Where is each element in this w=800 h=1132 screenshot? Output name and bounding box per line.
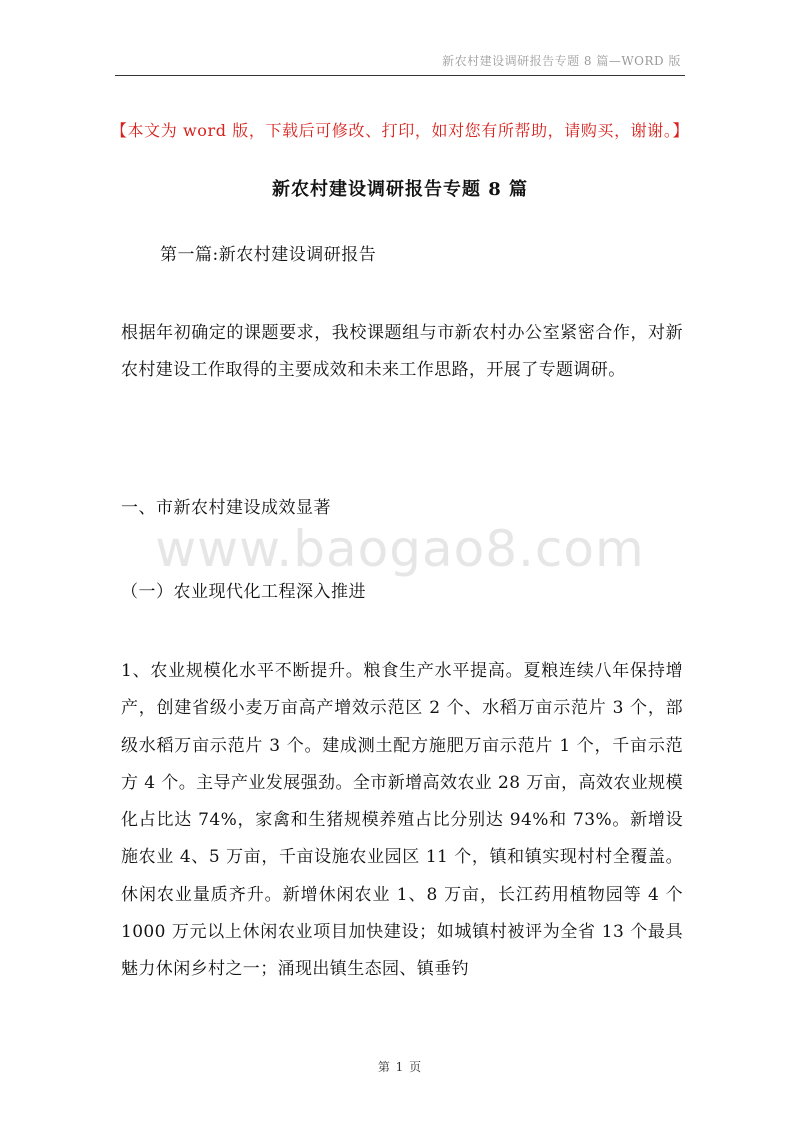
intro-paragraph: 根据年初确定的课题要求，我校课题组与市新农村办公室紧密合作，对新农村建设工作取得的主要成效和未来工作思路，开展了专题调研。 bbox=[121, 323, 683, 381]
running-header: 新农村建设调研报告专题 8 篇—WORD 版 bbox=[442, 54, 681, 68]
chapter-heading: 第一篇:新农村建设调研报告 bbox=[160, 245, 377, 265]
header-divider bbox=[115, 75, 685, 76]
watermark-text: www.baogao8.com bbox=[155, 520, 645, 578]
page-number: 第 1 页 bbox=[377, 1060, 423, 1074]
section-heading: 一、市新农村建设成效显著 bbox=[121, 498, 331, 518]
document-title: 新农村建设调研报告专题 8 篇 bbox=[271, 179, 529, 200]
body-paragraph: 1、农业规模化水平不断提升。粮食生产水平提高。夏粮连续八年保持增产，创建省级小麦万亩高产增效示范区 2 个、水稻万亩示范片 3 个，部级水稻万亩示范片 3 个。建成测土配方施肥万亩示范片 1 个，千亩示范方 4 个。主导产业发展强劲。全市新增高效农业 28 万亩，高效农业规模化占比达 74%，家禽和生猪规模养殖占比分别达 94%和 73%。新增设施农业 4、5 万亩，千亩设施农业园区 11 个，镇和镇实现村村全覆盖。休闲农业量质齐升。新增休闲农业 1、8 万亩，长江药用植物园等 4 个 1000 万元以上休闲农业项目加快建设；如城镇村被评为全省 13 个最具魅力休闲乡村之一；涌现出镇生态园、镇垂钓 bbox=[121, 661, 683, 980]
subsection-heading: （一）农业现代化工程深入推进 bbox=[121, 582, 366, 602]
purchase-notice: 【本文为 word 版，下载后可修改、打印，如对您有所帮助，请购买，谢谢。】 bbox=[110, 121, 690, 140]
